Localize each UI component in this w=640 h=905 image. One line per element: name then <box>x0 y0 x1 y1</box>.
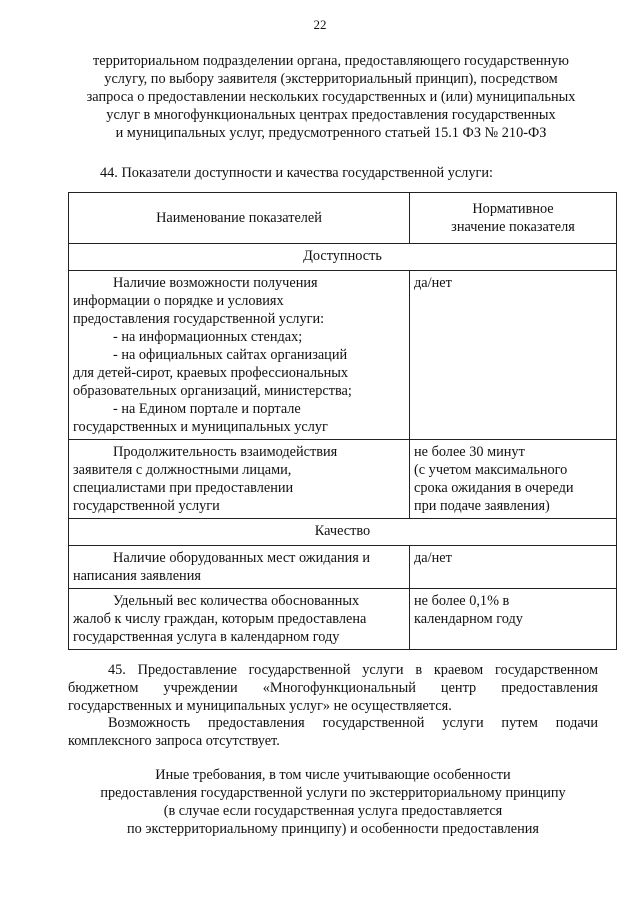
cell-line: - на официальных сайтах организаций <box>113 347 348 363</box>
cell-line: при подаче заявления) <box>414 498 550 514</box>
intro-line: запроса о предоставлении нескольких государственных и (или) муниципальных <box>86 89 576 105</box>
intro-line: и муниципальных услуг, предусмотренного статьей 15.1 ФЗ № 210-ФЗ <box>115 125 547 141</box>
closing-line: по экстерриториальному принципу) и особенности предоставления <box>126 821 539 837</box>
paragraph-line: государственных и муниципальных услуг» не осуществляется. <box>68 698 452 714</box>
cell-line: календарном году <box>414 611 523 627</box>
cell-line: Наличие оборудованных мест ожидания и <box>113 550 371 566</box>
cell-line: образовательных организаций, министерства; <box>73 383 352 399</box>
section-row-quality <box>69 519 617 546</box>
indicator-name <box>69 546 410 589</box>
cell-line: да/нет <box>414 275 452 291</box>
paragraph-line: бюджетном учреждении «Многофункциональный центр предоставления <box>68 680 598 696</box>
header-line: Нормативное <box>472 201 554 217</box>
cell-line: заявителя с должностными лицами, <box>73 462 292 478</box>
indicator-name <box>69 589 410 650</box>
paragraph-45 <box>68 661 598 715</box>
paragraph-complex-request <box>68 714 598 750</box>
closing-heading <box>68 766 598 838</box>
section-title: Доступность <box>69 244 617 271</box>
cell-line: написания заявления <box>73 568 201 584</box>
cell-line: для детей-сирот, краевых профессиональных <box>73 365 349 381</box>
cell-line: (с учетом максимального <box>414 462 568 478</box>
header-indicator-name: Наименование показателей <box>69 193 410 244</box>
closing-line: предоставления государственной услуги по экстерриториальному принципу <box>100 785 566 801</box>
cell-line: государственных и муниципальных услуг <box>73 419 328 435</box>
cell-line: да/нет <box>414 550 452 566</box>
cell-line: Удельный вес количества обоснованных <box>113 593 360 609</box>
indicator-value <box>410 589 617 650</box>
cell-line: информации о порядке и условиях <box>73 293 284 309</box>
cell-line: специалистами при предоставлении <box>73 480 294 496</box>
table-row <box>69 271 617 440</box>
paragraph-line: Возможность предоставления государственной услуги путем подачи <box>108 715 598 731</box>
header-line: значение показателя <box>451 219 575 235</box>
closing-line: (в случае если государственная услуга предоставляется <box>163 803 503 819</box>
closing-line: Иные требования, в том числе учитывающие особенности <box>155 767 511 783</box>
indicator-name <box>69 440 410 519</box>
cell-line: государственная услуга в календарном году <box>73 629 340 645</box>
indicator-value <box>410 546 617 589</box>
header-normative-value <box>410 193 617 244</box>
paragraph-line: 45. Предоставление государственной услуги в краевом государственном <box>108 662 598 678</box>
cell-line: не более 30 минут <box>414 444 525 460</box>
table-row <box>69 589 617 650</box>
intro-paragraph <box>62 52 600 142</box>
indicator-value <box>410 271 617 440</box>
paragraph-line: комплексного запроса отсутствует. <box>68 733 280 749</box>
table-header-row <box>69 193 617 244</box>
indicators-table <box>68 192 617 650</box>
cell-line: предоставления государственной услуги: <box>73 311 325 327</box>
section-row-availability <box>69 244 617 271</box>
cell-line: - на информационных стендах; <box>113 329 303 345</box>
indicator-name <box>69 271 410 440</box>
indicator-value <box>410 440 617 519</box>
cell-line: Наличие возможности получения <box>113 275 318 291</box>
table-row <box>69 546 617 589</box>
cell-line: государственной услуги <box>73 498 220 514</box>
cell-line: срока ожидания в очереди <box>414 480 574 496</box>
table-row <box>69 440 617 519</box>
section-heading: 44. Показатели доступности и качества государственной услуги: <box>100 165 493 181</box>
page-number: 22 <box>313 17 327 32</box>
cell-line: Продолжительность взаимодействия <box>113 444 338 460</box>
intro-line: услугу, по выбору заявителя (экстерриториальный принцип), посредством <box>104 71 558 87</box>
intro-line: территориальном подразделении органа, предоставляющего государственную <box>93 53 569 69</box>
section-title: Качество <box>69 519 617 546</box>
cell-line: - на Едином портале и портале <box>113 401 301 417</box>
cell-line: не более 0,1% в <box>414 593 510 609</box>
cell-line: жалоб к числу граждан, которым предоставлена <box>73 611 367 627</box>
intro-line: услуг в многофункциональных центрах предоставления государственных <box>106 107 556 123</box>
